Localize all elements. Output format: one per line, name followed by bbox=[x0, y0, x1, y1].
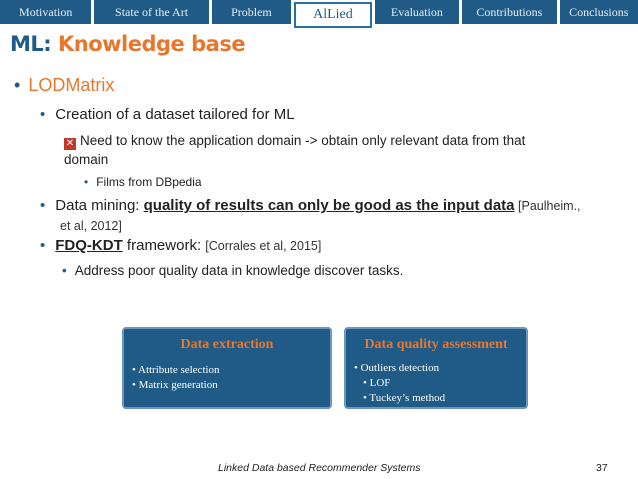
mining-underlined: quality of results can only be good as the input data bbox=[143, 197, 515, 214]
panel-data-quality-list bbox=[354, 361, 526, 406]
bullet-dot: • bbox=[14, 75, 21, 95]
mining-prefix: Data mining: bbox=[55, 197, 144, 214]
bullet-dot: • bbox=[40, 237, 46, 254]
creation-text: Creation of a dataset tailored for ML bbox=[55, 106, 295, 123]
bullet-address bbox=[62, 263, 403, 278]
bullet-films bbox=[84, 175, 202, 189]
footer-title: Linked Data based Recommender Systems bbox=[218, 462, 421, 474]
bullet-lodmatrix bbox=[14, 75, 114, 96]
fdq-cite: [Corrales et al, 2015] bbox=[205, 239, 322, 253]
list-item: • Matrix generation bbox=[132, 379, 218, 391]
need-line1: Need to know the application domain -> obtain only relevant data from that bbox=[80, 133, 526, 148]
tab-allied[interactable]: AlLied bbox=[294, 2, 372, 28]
address-text: Address poor quality data in knowledge discover tasks. bbox=[74, 263, 404, 278]
bullet-need bbox=[64, 131, 624, 169]
page-title bbox=[10, 32, 245, 56]
tab-state-of-the-art[interactable]: State of the Art bbox=[94, 0, 208, 24]
top-navigation bbox=[0, 0, 638, 24]
bullet-dot: • bbox=[40, 197, 46, 214]
panel-data-quality-assessment bbox=[344, 327, 528, 409]
list-item: • LOF bbox=[363, 377, 391, 389]
mining-cite-1: [Paulheim., bbox=[514, 199, 581, 213]
bullet-data-mining bbox=[40, 196, 630, 236]
bullet-dot: • bbox=[40, 106, 46, 123]
fdq-rest: framework: bbox=[122, 237, 206, 254]
list-item: • Tuckey’s method bbox=[363, 392, 446, 404]
need-line2: domain bbox=[64, 152, 109, 167]
panel-data-extraction-title: Data extraction bbox=[180, 337, 274, 352]
bullet-dot: • bbox=[84, 175, 89, 189]
mining-cite-2: et al, 2012] bbox=[60, 219, 122, 233]
list-item: • Attribute selection bbox=[132, 364, 220, 376]
list-item: • Outliers detection bbox=[354, 362, 440, 374]
panel-data-extraction-list bbox=[132, 363, 330, 393]
lodmatrix-label: LODMatrix bbox=[28, 75, 115, 95]
bullet-creation bbox=[40, 106, 295, 123]
page-number: 37 bbox=[596, 462, 608, 474]
cross-box-icon: ✕ bbox=[65, 138, 75, 149]
bullet-dot: • bbox=[62, 263, 67, 278]
tab-evaluation[interactable]: Evaluation bbox=[375, 0, 459, 24]
tab-contributions[interactable]: Contributions bbox=[462, 0, 556, 24]
title-prefix: ML: bbox=[10, 32, 52, 56]
fdq-name: FDQ-KDT bbox=[55, 237, 123, 254]
tab-problem[interactable]: Problem bbox=[212, 0, 291, 24]
tab-motivation[interactable]: Motivation bbox=[0, 0, 91, 24]
films-text: Films from DBpedia bbox=[96, 175, 202, 189]
panel-data-extraction bbox=[122, 327, 332, 409]
tab-conclusions[interactable]: Conclusions bbox=[560, 0, 638, 24]
panel-data-quality-title: Data quality assessment bbox=[364, 337, 508, 352]
bullet-fdq-kdt bbox=[40, 237, 321, 254]
title-main: Knowledge base bbox=[58, 32, 246, 56]
